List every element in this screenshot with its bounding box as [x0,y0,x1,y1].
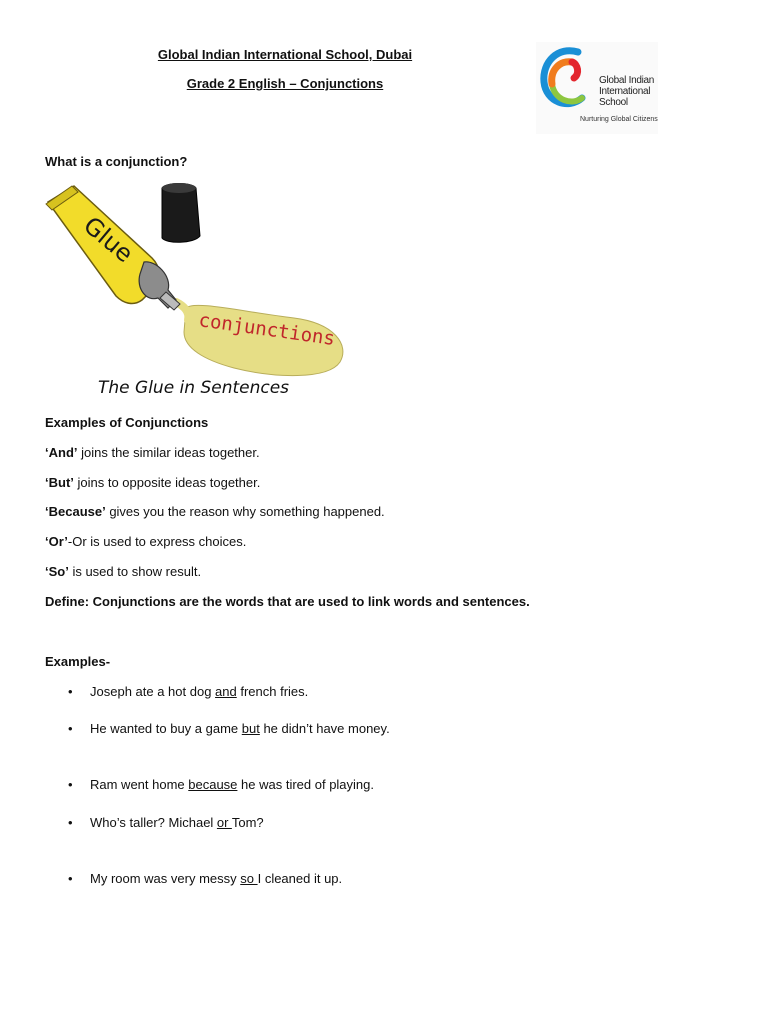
example-item: Ram went home because he was tired of playing. [90,777,374,792]
definition-or: ‘Or’-Or is used to express choices. [45,534,247,549]
definition-so: ‘So’ is used to show result. [45,564,202,579]
question-heading: What is a conjunction? [45,154,188,169]
example-item: Who’s taller? Michael or Tom? [90,815,264,830]
definition-and: ‘And’ joins the similar ideas together. [45,445,260,460]
worksheet-title: Grade 2 English – Conjunctions [186,76,384,91]
glue-tube-illustration [44,180,354,400]
school-logo [536,42,658,134]
examples-label: Examples- [45,654,111,669]
logo-school-name: Global Indian International School [599,75,655,108]
blob-label: conjunctions [197,309,337,351]
examples-of-conjunctions-heading: Examples of Conjunctions [45,415,209,430]
example-item: Joseph ate a hot dog and french fries. [90,684,309,699]
bullet-icon: • [68,684,73,699]
logo-swirl-icon [538,44,598,118]
bullet-icon: • [68,777,73,792]
example-item: My room was very messy so I cleaned it up. [90,871,343,886]
define-statement: Define: Conjunctions are the words that are used to link words and sentences. [45,594,530,609]
logo-tagline: Nurturing Global Citizens [580,116,658,123]
bullet-icon: • [68,871,73,886]
definition-because: ‘Because’ gives you the reason why something happened. [45,504,385,519]
example-item: He wanted to buy a game but he didn’t have money. [90,721,390,736]
school-title: Global Indian International School, Dubai [157,47,413,62]
bullet-icon: • [68,721,73,736]
definition-but: ‘But’ joins to opposite ideas together. [45,475,261,490]
illustration-caption: The Glue in Sentences [98,378,290,398]
tube-label: Glue [78,211,139,269]
bullet-icon: • [68,815,73,830]
